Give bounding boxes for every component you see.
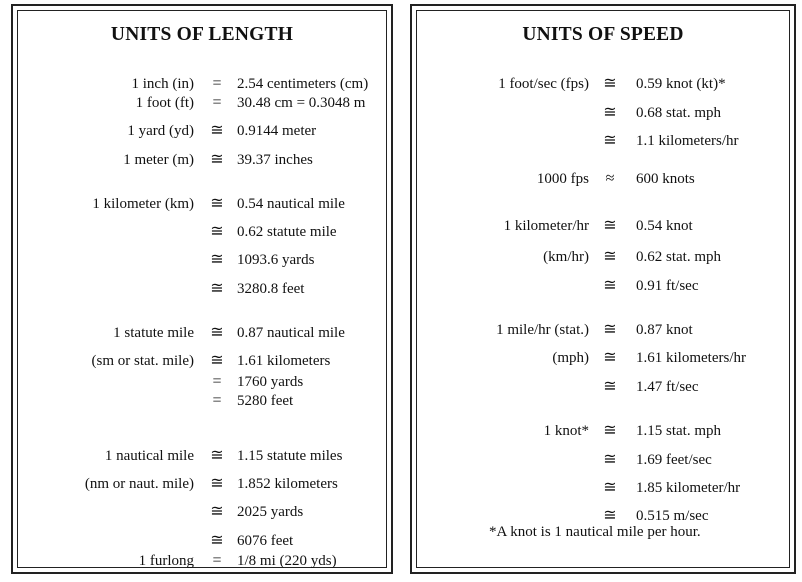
panel-title: UNITS OF SPEED — [522, 24, 684, 45]
equivalent-value: 1.852 kilometers — [237, 476, 338, 492]
panel-inner-border — [17, 10, 387, 568]
relation-symbol: ≅ — [603, 132, 617, 149]
conversion-row — [417, 276, 789, 296]
equivalent-value: 1.47 ft/sec — [636, 379, 699, 395]
conversion-row — [417, 169, 789, 189]
relation-symbol: ≅ — [210, 352, 224, 369]
equivalent-value: 0.68 stat. mph — [636, 105, 721, 121]
relation-symbol: ≅ — [603, 479, 617, 496]
unit-label: (sm or stat. mile) — [91, 353, 194, 369]
unit-label: 1 statute mile — [113, 325, 194, 341]
equivalent-value: 5280 feet — [237, 393, 294, 409]
unit-label: (km/hr) — [543, 249, 589, 265]
equivalent-value: 600 knots — [636, 171, 695, 187]
conversion-row — [18, 74, 386, 94]
panel-inner-border — [416, 10, 790, 568]
conversion-row — [417, 103, 789, 123]
relation-symbol: ≅ — [210, 503, 224, 520]
unit-label: 1 kilometer (km) — [92, 196, 194, 212]
relation-symbol: ≅ — [210, 251, 224, 268]
equivalent-value: 1.15 statute miles — [237, 448, 343, 464]
conversion-row — [18, 502, 386, 522]
conversion-row — [18, 351, 386, 371]
relation-symbol: ≅ — [210, 475, 224, 492]
equivalent-value: 1.85 kilometer/hr — [636, 480, 741, 496]
relation-symbol: ≅ — [603, 349, 617, 366]
unit-label: 1 mile/hr (stat.) — [496, 322, 589, 338]
conversion-row — [417, 421, 789, 441]
equivalent-value: 0.91 ft/sec — [636, 278, 699, 294]
relation-symbol: ≅ — [210, 122, 224, 139]
relation-symbol: = — [212, 552, 222, 569]
relation-symbol: = — [212, 75, 222, 92]
unit-label: 1000 fps — [536, 171, 589, 187]
conversion-row — [417, 478, 789, 498]
conversion-row — [18, 250, 386, 270]
relation-symbol: ≅ — [210, 280, 224, 297]
conversion-row — [417, 450, 789, 470]
relation-symbol: ≅ — [210, 324, 224, 341]
equivalent-value: 1.69 feet/sec — [636, 452, 712, 468]
conversion-row — [18, 446, 386, 466]
equivalent-value: 1.61 kilometers/hr — [636, 350, 746, 366]
relation-symbol: ≅ — [210, 532, 224, 549]
equivalent-value: 0.515 m/sec — [636, 508, 709, 524]
relation-symbol: ≅ — [603, 217, 617, 234]
relation-symbol: ≅ — [603, 321, 617, 338]
equivalent-value: 0.62 statute mile — [237, 224, 337, 240]
conversion-row — [417, 377, 789, 397]
equivalent-value: 0.9144 meter — [237, 123, 317, 139]
equivalent-value: 30.48 cm = 0.3048 m — [237, 95, 366, 111]
equivalent-value: 0.59 knot (kt)* — [636, 76, 726, 92]
units-of-length-panel — [11, 4, 393, 574]
conversion-row — [18, 150, 386, 170]
panel-title: UNITS OF LENGTH — [110, 24, 294, 45]
relation-symbol: ≅ — [603, 451, 617, 468]
conversion-row — [417, 74, 789, 94]
conversion-row — [18, 323, 386, 343]
equivalent-value: 2.54 centimeters (cm) — [237, 76, 369, 92]
relation-symbol: ≅ — [603, 75, 617, 92]
unit-label: 1 kilometer/hr — [503, 218, 589, 234]
equivalent-value: 0.54 knot — [636, 218, 693, 234]
relation-symbol: ≅ — [603, 507, 617, 524]
conversion-row — [18, 531, 386, 551]
equivalent-value: 1/8 mi (220 yds) — [237, 553, 337, 569]
relation-symbol: ≅ — [210, 223, 224, 240]
equivalent-value: 0.87 knot — [636, 322, 693, 338]
conversion-row — [18, 222, 386, 242]
relation-symbol: ≅ — [210, 151, 224, 168]
relation-symbol: ≅ — [603, 277, 617, 294]
equivalent-value: 6076 feet — [237, 533, 294, 549]
conversion-row — [18, 194, 386, 214]
relation-symbol: ≅ — [210, 195, 224, 212]
equivalent-value: 0.62 stat. mph — [636, 249, 721, 265]
unit-label: 1 knot* — [543, 423, 589, 439]
units-of-speed-panel — [410, 4, 796, 574]
conversion-row — [417, 247, 789, 267]
conversion-row — [18, 372, 386, 392]
conversion-row — [18, 551, 386, 571]
conversion-row — [18, 391, 386, 411]
conversion-row — [417, 506, 789, 526]
conversion-row — [417, 131, 789, 151]
conversion-row — [417, 348, 789, 368]
relation-symbol: ≅ — [603, 422, 617, 439]
conversion-row — [18, 474, 386, 494]
relation-symbol: = — [212, 94, 222, 111]
unit-label: 1 foot (ft) — [135, 95, 194, 111]
equivalent-value: 1.15 stat. mph — [636, 423, 721, 439]
unit-label: 1 meter (m) — [123, 152, 194, 168]
equivalent-value: 1.1 kilometers/hr — [636, 133, 739, 149]
unit-label: 1 nautical mile — [104, 448, 194, 464]
equivalent-value: 1093.6 yards — [237, 252, 315, 268]
relation-symbol: ≅ — [210, 447, 224, 464]
equivalent-value: 39.37 inches — [237, 152, 313, 168]
equivalent-value: 0.87 nautical mile — [237, 325, 345, 341]
unit-label: (mph) — [552, 350, 589, 366]
unit-label: 1 inch (in) — [131, 76, 194, 92]
unit-label: 1 yard (yd) — [127, 123, 194, 139]
relation-symbol: = — [212, 373, 222, 390]
equivalent-value: 1760 yards — [237, 374, 304, 390]
conversion-row — [18, 121, 386, 141]
footnote: *A knot is 1 nautical mile per hour. — [489, 524, 701, 540]
relation-symbol: = — [212, 392, 222, 409]
conversion-row — [417, 320, 789, 340]
relation-symbol: ≅ — [603, 248, 617, 265]
equivalent-value: 3280.8 feet — [237, 281, 305, 297]
relation-symbol: ≅ — [603, 104, 617, 121]
conversion-row — [417, 216, 789, 236]
unit-label: (nm or naut. mile) — [84, 476, 194, 492]
relation-symbol: ≈ — [605, 170, 615, 187]
equivalent-value: 2025 yards — [237, 504, 304, 520]
equivalent-value: 0.54 nautical mile — [237, 196, 345, 212]
conversion-row — [18, 279, 386, 299]
equivalent-value: 1.61 kilometers — [237, 353, 331, 369]
relation-symbol: ≅ — [603, 378, 617, 395]
conversion-row — [18, 93, 386, 113]
unit-label: 1 furlong — [138, 553, 194, 569]
unit-label: 1 foot/sec (fps) — [498, 76, 589, 92]
